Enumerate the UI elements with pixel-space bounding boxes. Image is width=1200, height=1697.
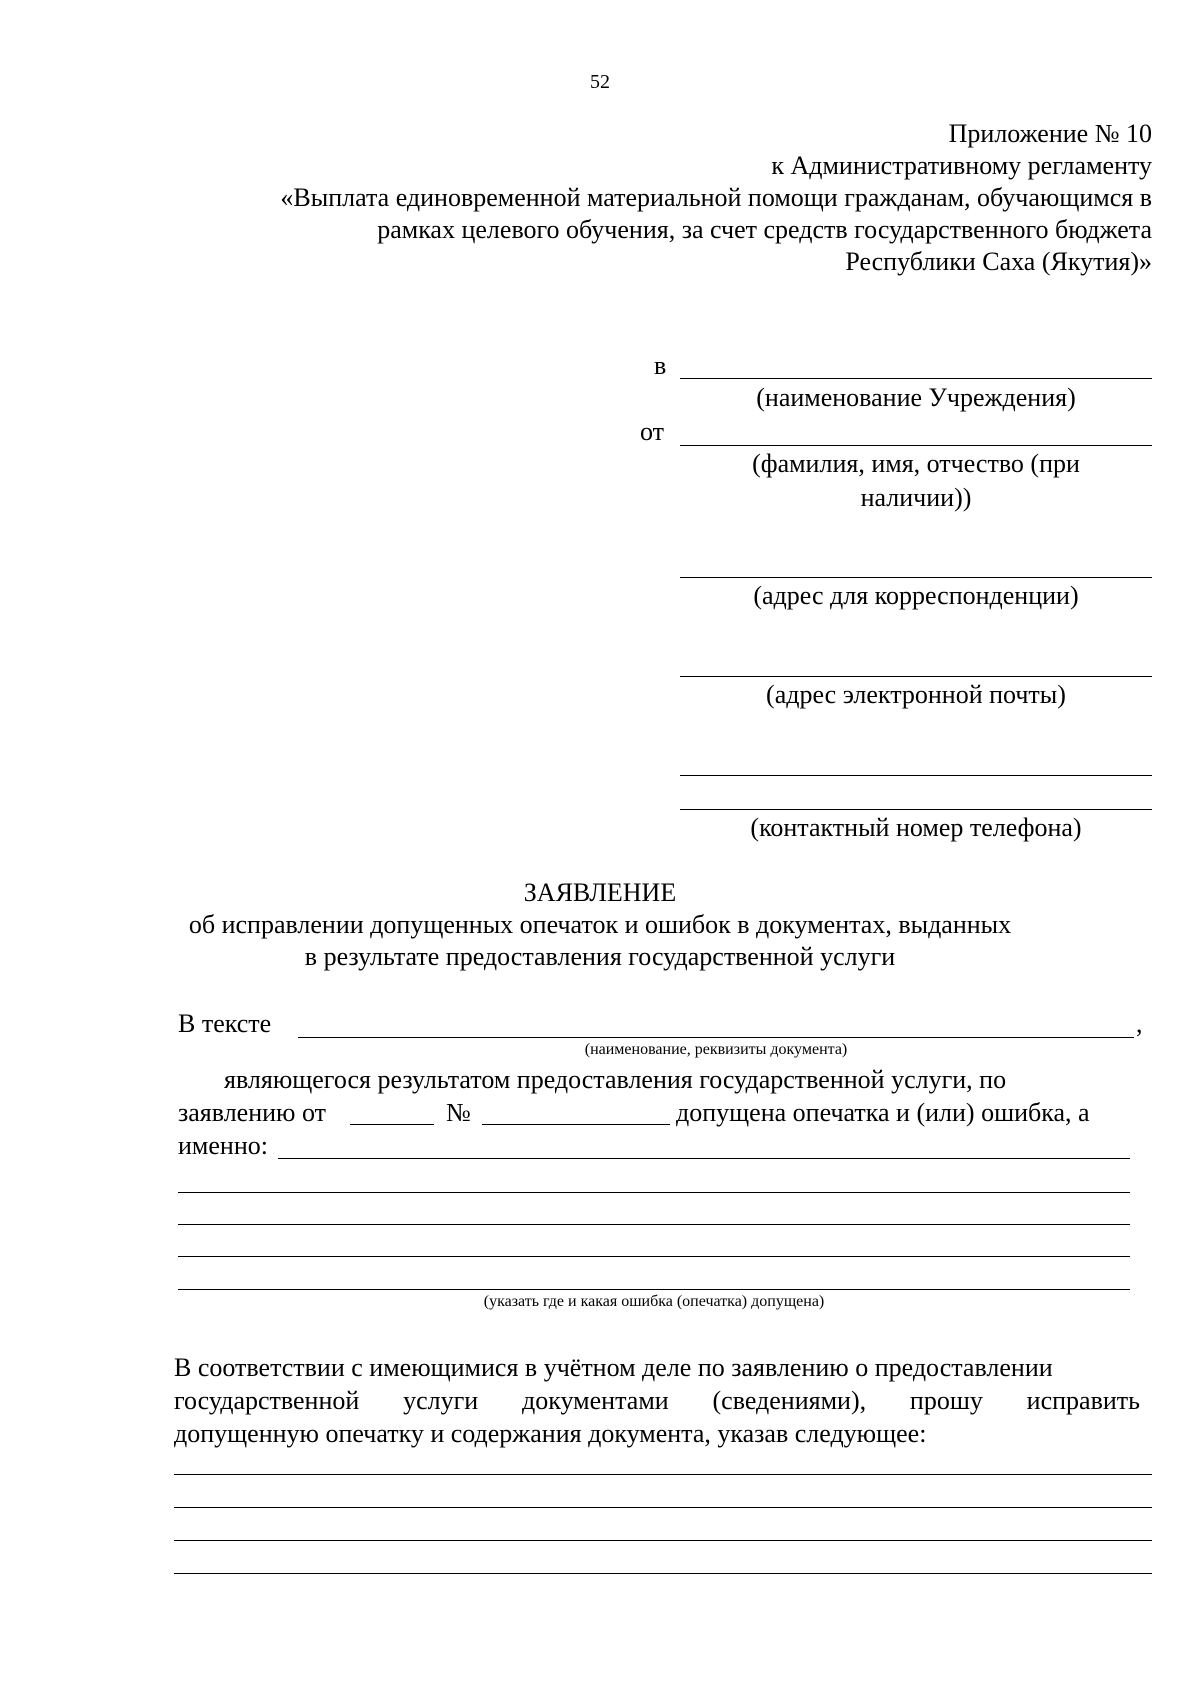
error-description-field-2[interactable]: [178, 1192, 1130, 1193]
correction-field-4[interactable]: [174, 1573, 1152, 1574]
para-line-3: допущенную опечатку и содержания документа, указав следующее:: [174, 1419, 927, 1448]
para-line-1: В соответствии с имеющимися в учётном деле по заявлению о предоставлении: [174, 1353, 1053, 1382]
phone-field-line-1[interactable]: [680, 775, 1152, 776]
phone-caption: (контактный номер телефона): [750, 813, 1082, 842]
document-name-field[interactable]: [298, 1037, 1134, 1038]
appendix-title: Приложение № 10: [948, 119, 1152, 148]
from-prefix: от: [640, 417, 665, 446]
error-caption: (указать где и какая ошибка (опечатка) допущена): [483, 1293, 825, 1310]
appendix-header: [100, 118, 1152, 278]
application-number-field[interactable]: [482, 1124, 670, 1125]
body-line-b-2: №: [446, 1098, 471, 1127]
correction-field-1[interactable]: [174, 1474, 1152, 1475]
comma: ,: [1136, 1009, 1143, 1038]
page-number: 52: [590, 71, 610, 93]
document-caption: (наименование, реквизиты документа): [584, 1041, 848, 1058]
statement-subtitle-1: об исправлении допущенных опечаток и ошибок в документах, выданных: [188, 910, 1012, 939]
body-line-b-1: заявлению от: [178, 1098, 326, 1127]
application-date-field[interactable]: [350, 1124, 434, 1125]
institution-caption: (наименование Учреждения): [756, 383, 1076, 412]
appendix-line-4: рамках целевого обучения, за счет средств государственного бюджета: [377, 215, 1152, 244]
appendix-line-2: к Административному регламенту: [771, 151, 1152, 180]
in-text-label: В тексте: [178, 1009, 272, 1038]
body-line-c: именно:: [178, 1131, 268, 1160]
statement-subtitle-2: в результате предоставления государственной услуги: [304, 942, 896, 971]
phone-field-line-2[interactable]: [680, 809, 1152, 810]
institution-field[interactable]: [680, 378, 1152, 379]
error-description-field-1[interactable]: [278, 1158, 1130, 1159]
applicant-name-field[interactable]: [680, 445, 1152, 446]
appendix-line-5: Республики Саха (Якутия)»: [845, 247, 1152, 276]
para-line-2: государственной услуги документами (сведениями), прошу исправить: [174, 1386, 1140, 1415]
email-caption: (адрес электронной почты): [766, 680, 1066, 709]
body-line-b-3: допущена опечатка и (или) ошибка, а: [676, 1098, 1090, 1127]
body-line-a: являющегося результатом предоставления государственной услуги, по: [224, 1065, 1007, 1094]
error-description-field-4[interactable]: [178, 1256, 1130, 1257]
address-field[interactable]: [680, 577, 1152, 578]
statement-title: ЗАЯВЛЕНИЕ: [523, 878, 677, 907]
applicant-name-caption-1: (фамилия, имя, отчество (при: [752, 449, 1080, 478]
error-description-field-3[interactable]: [178, 1224, 1130, 1225]
correction-field-3[interactable]: [174, 1540, 1152, 1541]
to-prefix: в: [654, 351, 667, 380]
appendix-line-3: «Выплата единовременной материальной помощи гражданам, обучающимся в: [280, 183, 1152, 212]
correction-field-2[interactable]: [174, 1507, 1152, 1508]
address-caption: (адрес для корреспонденции): [753, 581, 1079, 610]
error-description-field-5[interactable]: [178, 1289, 1130, 1290]
applicant-name-caption-2: наличии)): [860, 483, 972, 512]
email-field[interactable]: [680, 676, 1152, 677]
